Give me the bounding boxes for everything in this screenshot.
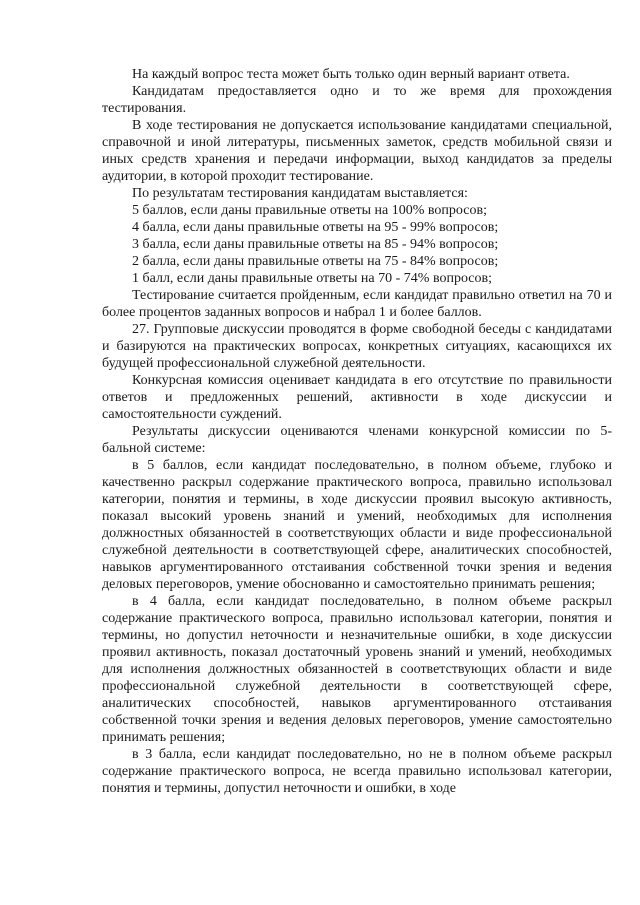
document-body	[102, 66, 612, 797]
paragraph-commission-evaluation: Конкурсная комиссия оценивает кандидата в его отсутствие по правильности ответов и предложенных решений, активности в ходе дискуссии и самостоятельности суждений.	[102, 373, 612, 422]
paragraph-scoring-intro: По результатам тестирования кандидатам выставляется:	[132, 186, 468, 201]
score-line-3: 3 балла, если даны правильные ответы на 85 - 94% вопросов;	[132, 237, 499, 252]
paragraph-score-4: в 4 балла, если кандидат последовательно, в полном объеме раскрыл содержание практического вопроса, правильно использовал категории, понятия и термины, но допустил неточности и незначительные ошибки, в ходе дискуссии проявил активность, показал достаточный уровень знаний и умений, необходимых для исполнения должностных обязанностей в соответствующих области и виде профессиональной служебной деятельности в соответствующей сфере, аналитических способностей, навыков аргументированного отстаивания собственной точки зрения и ведения деловых переговоров, умение самостоятельно принимать решения;	[102, 594, 612, 745]
score-line-2: 2 балла, если даны правильные ответы на 75 - 84% вопросов;	[132, 254, 499, 269]
score-line-1: 1 балл, если даны правильные ответы на 70 - 74% вопросов;	[132, 271, 493, 286]
paragraph-prohibitions: В ходе тестирования не допускается использование кандидатами специальной, справочной и иной литературы, письменных заметок, средств мобильной связи и иных средств хранения и передачи информации, выход кандидатов за пределы аудитории, в которой проходит тестирование.	[102, 118, 612, 184]
paragraph-discussion-scoring: Результаты дискуссии оцениваются членами конкурсной комиссии по 5-бальной системе:	[102, 424, 612, 456]
paragraph-pass-condition: Тестирование считается пройденным, если кандидат правильно ответил на 70 и более процентов заданных вопросов и набрал 1 и более баллов.	[102, 288, 612, 320]
paragraph-score-5: в 5 баллов, если кандидат последовательно, в полном объеме, глубоко и качественно раскрыл содержание практического вопроса, правильно использовал категории, понятия и термины, в ходе дискуссии проявил высокую активность, показал высокий уровень знаний и умений, необходимых для исполнения должностных обязанностей в соответствующих области и виде профессиональной служебной деятельности в соответствующей сфере, аналитических способностей, навыков аргументированного отстаивания собственной точки зрения и ведения деловых переговоров, умение обоснованно и самостоятельно принимать решения;	[102, 458, 612, 592]
score-line-5: 5 баллов, если даны правильные ответы на 100% вопросов;	[132, 203, 487, 218]
paragraph-group-discussions: 27. Групповые дискуссии проводятся в форме свободной беседы с кандидатами и базируются на практических вопросах, конкретных ситуациях, касающихся их будущей профессиональной служебной деятельности.	[102, 322, 612, 371]
paragraph-score-3: в 3 балла, если кандидат последовательно, но не в полном объеме раскрыл содержание практического вопроса, не всегда правильно использовал категории, понятия и термины, допустил неточности и ошибки, в ходе	[102, 747, 612, 796]
paragraph-equal-time: Кандидатам предоставляется одно и то же время для прохождения тестирования.	[102, 84, 612, 116]
score-line-4: 4 балла, если даны правильные ответы на 95 - 99% вопросов;	[132, 220, 499, 235]
paragraph-answer-rule: На каждый вопрос теста может быть только один верный вариант ответа.	[132, 67, 570, 82]
